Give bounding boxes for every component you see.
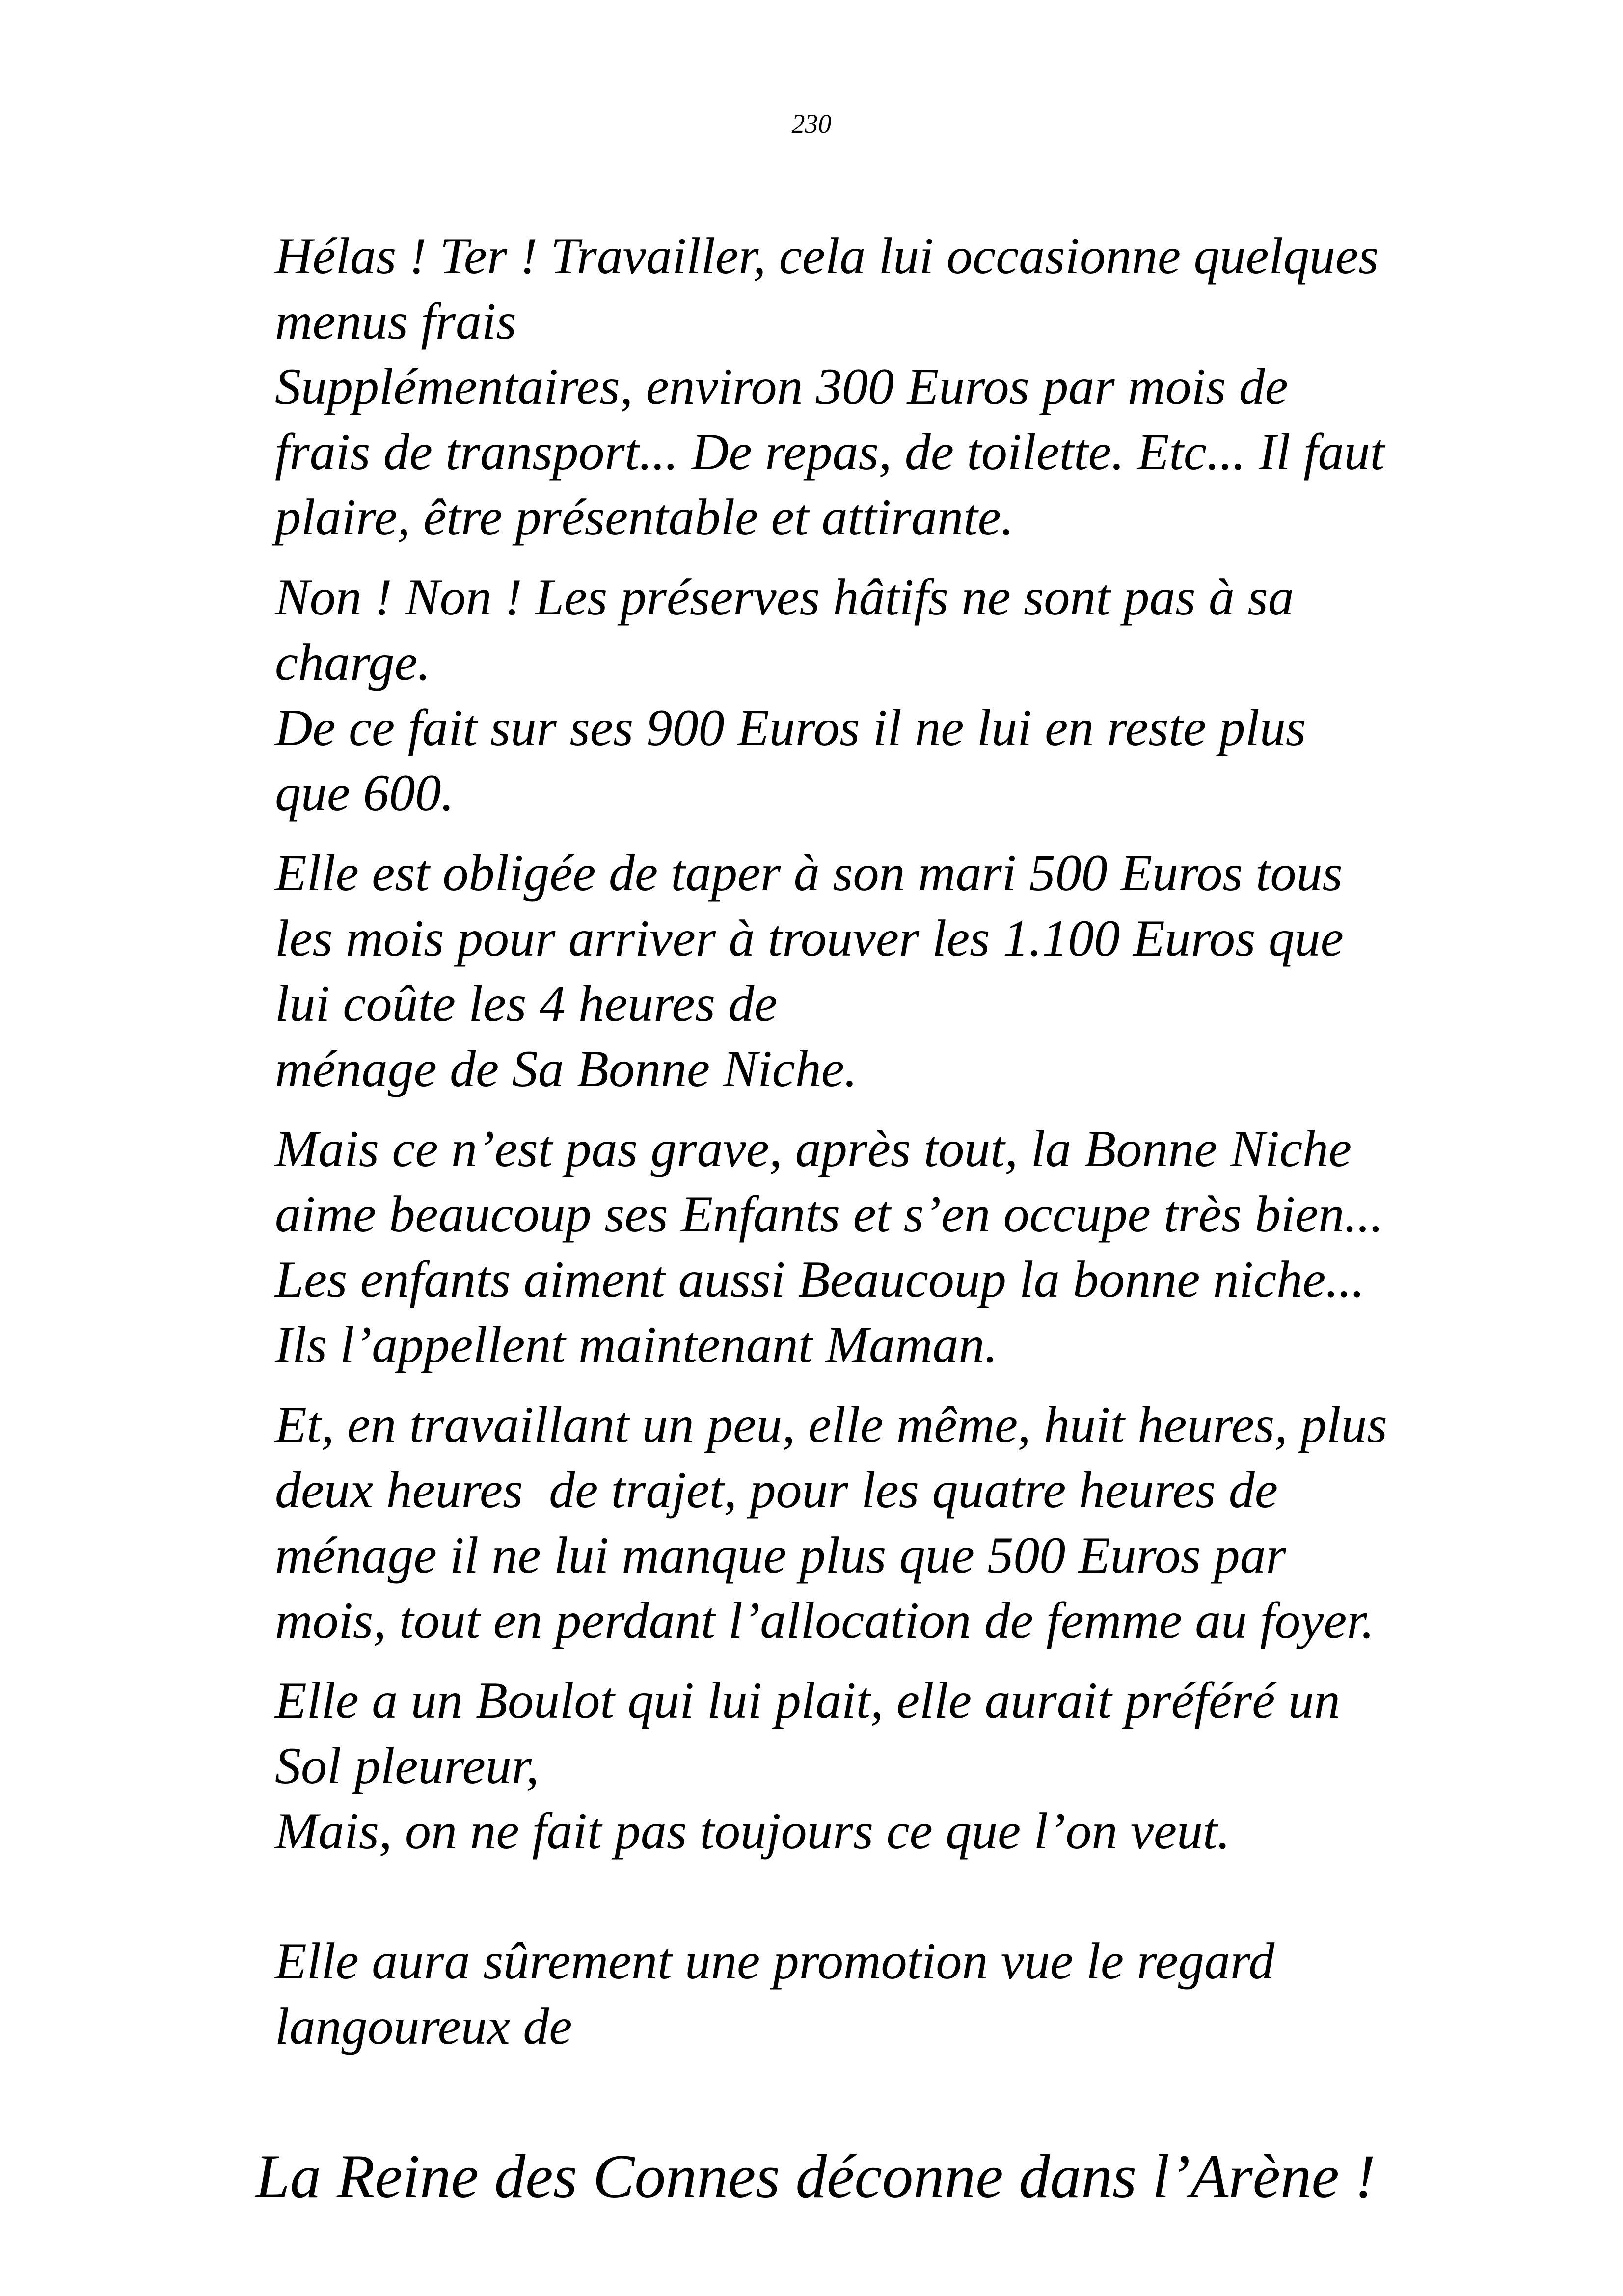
text-line: les mois pour arriver à trouver les 1.100 Euros que [275, 909, 1344, 967]
paragraph [275, 1928, 1532, 2059]
text-line: Supplémentaires, environ 300 Euros par mois de [275, 358, 1288, 415]
paragraph [275, 1392, 1532, 1653]
text-line: mois, tout en perdant l’allocation de femme au foyer. [275, 1592, 1375, 1649]
text-line: Elle aura sûrement une promotion vue le regard [275, 1932, 1275, 1990]
text-line: charge. [275, 634, 431, 691]
text-line: De ce fait sur ses 900 Euros il ne lui en reste plus [275, 699, 1306, 756]
text-line: menus frais [275, 293, 516, 350]
text-line: ménage il ne lui manque plus que 500 Euros par [275, 1526, 1286, 1584]
text-line: que 600. [275, 764, 455, 822]
text-line: frais de transport... De repas, de toilette. Etc... Il faut [275, 423, 1385, 481]
text-line: ménage de Sa Bonne Niche. [275, 1040, 858, 1097]
text-line: deux heures de trajet, pour les quatre heures de [275, 1461, 1278, 1519]
text-line: Non ! Non ! Les préserves hâtifs ne sont pas à sa [275, 568, 1294, 626]
text-line: lui coûte les 4 heures de [275, 975, 778, 1032]
text-line: langoureux de [275, 1998, 572, 2055]
text-line: Sol pleureur, [275, 1737, 539, 1794]
text-line: Les enfants aiment aussi Beaucoup la bonne niche... [275, 1251, 1365, 1308]
page-number: 230 [791, 109, 832, 138]
paragraph [275, 223, 1532, 550]
text-line: Et, en travaillant un peu, elle même, huit heures, plus [275, 1396, 1387, 1453]
paragraph [275, 1116, 1532, 1377]
text-line: Mais ce n’est pas grave, après tout, la Bonne Niche [275, 1120, 1352, 1177]
paragraph [275, 840, 1532, 1101]
text-line: Hélas ! Ter ! Travailler, cela lui occasionne quelques [275, 227, 1379, 285]
text-line: Elle est obligée de taper à son mari 500 Euros tous [275, 844, 1343, 902]
paragraph [275, 1668, 1532, 1864]
paragraph [275, 564, 1532, 826]
footer-book-title: La Reine des Connes déconne dans l’Arène ! [255, 2142, 1376, 2211]
text-line: Mais, on ne fait pas toujours ce que l’on veut. [275, 1802, 1230, 1860]
text-line: Elle a un Boulot qui lui plait, elle aurait préféré un [275, 1672, 1340, 1729]
text-line: aime beaucoup ses Enfants et s’en occupe très bien... [275, 1185, 1383, 1243]
text-line: plaire, être présentable et attirante. [275, 488, 1014, 546]
text-line: Ils l’appellent maintenant Maman. [275, 1316, 998, 1373]
body-text [275, 223, 1532, 2059]
